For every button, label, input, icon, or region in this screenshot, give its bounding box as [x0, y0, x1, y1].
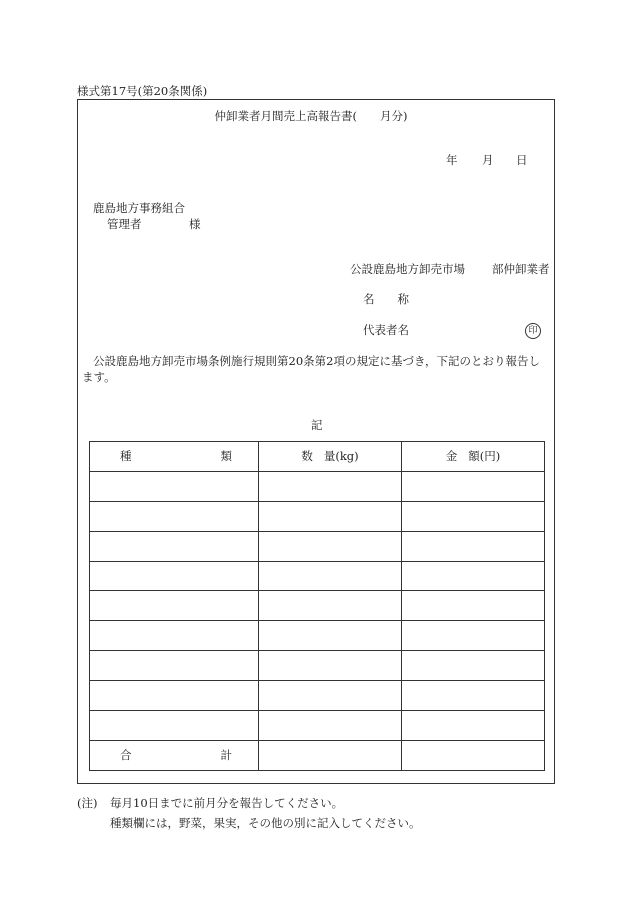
recipient-org: 鹿島地方事務組合: [93, 201, 185, 215]
cell-quantity[interactable]: [259, 501, 402, 531]
cell-amount[interactable]: [402, 621, 545, 651]
table-row: [90, 501, 545, 531]
body-line-2: ます。: [82, 370, 116, 384]
table-row: [90, 591, 545, 621]
table-header-row: [90, 442, 545, 472]
note-line-2: 種類欄には，野菜，果実，その他の別に記入してください。: [110, 816, 421, 830]
total-quantity[interactable]: [259, 740, 402, 770]
table-row: [90, 651, 545, 681]
seal-mark: [525, 323, 541, 339]
cell-quantity[interactable]: [259, 561, 402, 591]
header-amount: 金 額(円): [402, 442, 545, 472]
table-row: [90, 621, 545, 651]
body-line-1: 公設鹿島地方卸売市場条例施行規則第20条第2項の規定に基づき，下記のとおり報告し: [93, 354, 540, 368]
sender-market: 公設鹿島地方卸売市場: [350, 262, 465, 276]
recipient-manager: 管理者: [107, 217, 142, 231]
ki-heading: 記: [311, 418, 323, 432]
cell-category[interactable]: [90, 621, 259, 651]
sales-table: [89, 441, 545, 771]
header-quantity: 数 量(kg): [259, 442, 402, 472]
header-category: 種 類: [90, 442, 259, 472]
cell-category[interactable]: [90, 651, 259, 681]
cell-category[interactable]: [90, 711, 259, 741]
cell-category[interactable]: [90, 471, 259, 501]
note-line-1: 毎月10日までに前月分を報告してください。: [110, 796, 344, 810]
total-amount[interactable]: [402, 740, 545, 770]
form-label: 様式第17号(第20条関係): [77, 84, 208, 98]
table-row: [90, 531, 545, 561]
cell-quantity[interactable]: [259, 531, 402, 561]
total-label: 合 計: [90, 740, 259, 770]
cell-amount[interactable]: [402, 501, 545, 531]
cell-quantity[interactable]: [259, 651, 402, 681]
date-day: 日: [516, 153, 528, 167]
cell-amount[interactable]: [402, 711, 545, 741]
cell-amount[interactable]: [402, 681, 545, 711]
cell-quantity[interactable]: [259, 621, 402, 651]
date-year: 年: [446, 153, 458, 167]
cell-quantity[interactable]: [259, 591, 402, 621]
recipient-honorific: 様: [189, 217, 201, 231]
cell-quantity[interactable]: [259, 711, 402, 741]
cell-amount[interactable]: [402, 471, 545, 501]
form-title: 仲卸業者月間売上高報告書( 月分): [214, 109, 408, 123]
cell-category[interactable]: [90, 561, 259, 591]
cell-amount[interactable]: [402, 651, 545, 681]
table-total-row: [90, 740, 545, 770]
table-row: [90, 561, 545, 591]
table-row: [90, 471, 545, 501]
date-month: 月: [482, 153, 494, 167]
notes-label: (注): [77, 796, 98, 810]
sender-rep-label: 代表者名: [363, 323, 409, 337]
sender-dept: 部仲卸業者: [492, 262, 550, 276]
table-row: [90, 681, 545, 711]
cell-amount[interactable]: [402, 531, 545, 561]
cell-category[interactable]: [90, 531, 259, 561]
cell-category[interactable]: [90, 591, 259, 621]
sender-name-label: 名 称: [363, 292, 409, 306]
table-row: [90, 711, 545, 741]
cell-amount[interactable]: [402, 591, 545, 621]
seal-icon: 印: [525, 323, 541, 339]
cell-category[interactable]: [90, 501, 259, 531]
cell-quantity[interactable]: [259, 471, 402, 501]
cell-quantity[interactable]: [259, 681, 402, 711]
cell-amount[interactable]: [402, 561, 545, 591]
cell-category[interactable]: [90, 681, 259, 711]
